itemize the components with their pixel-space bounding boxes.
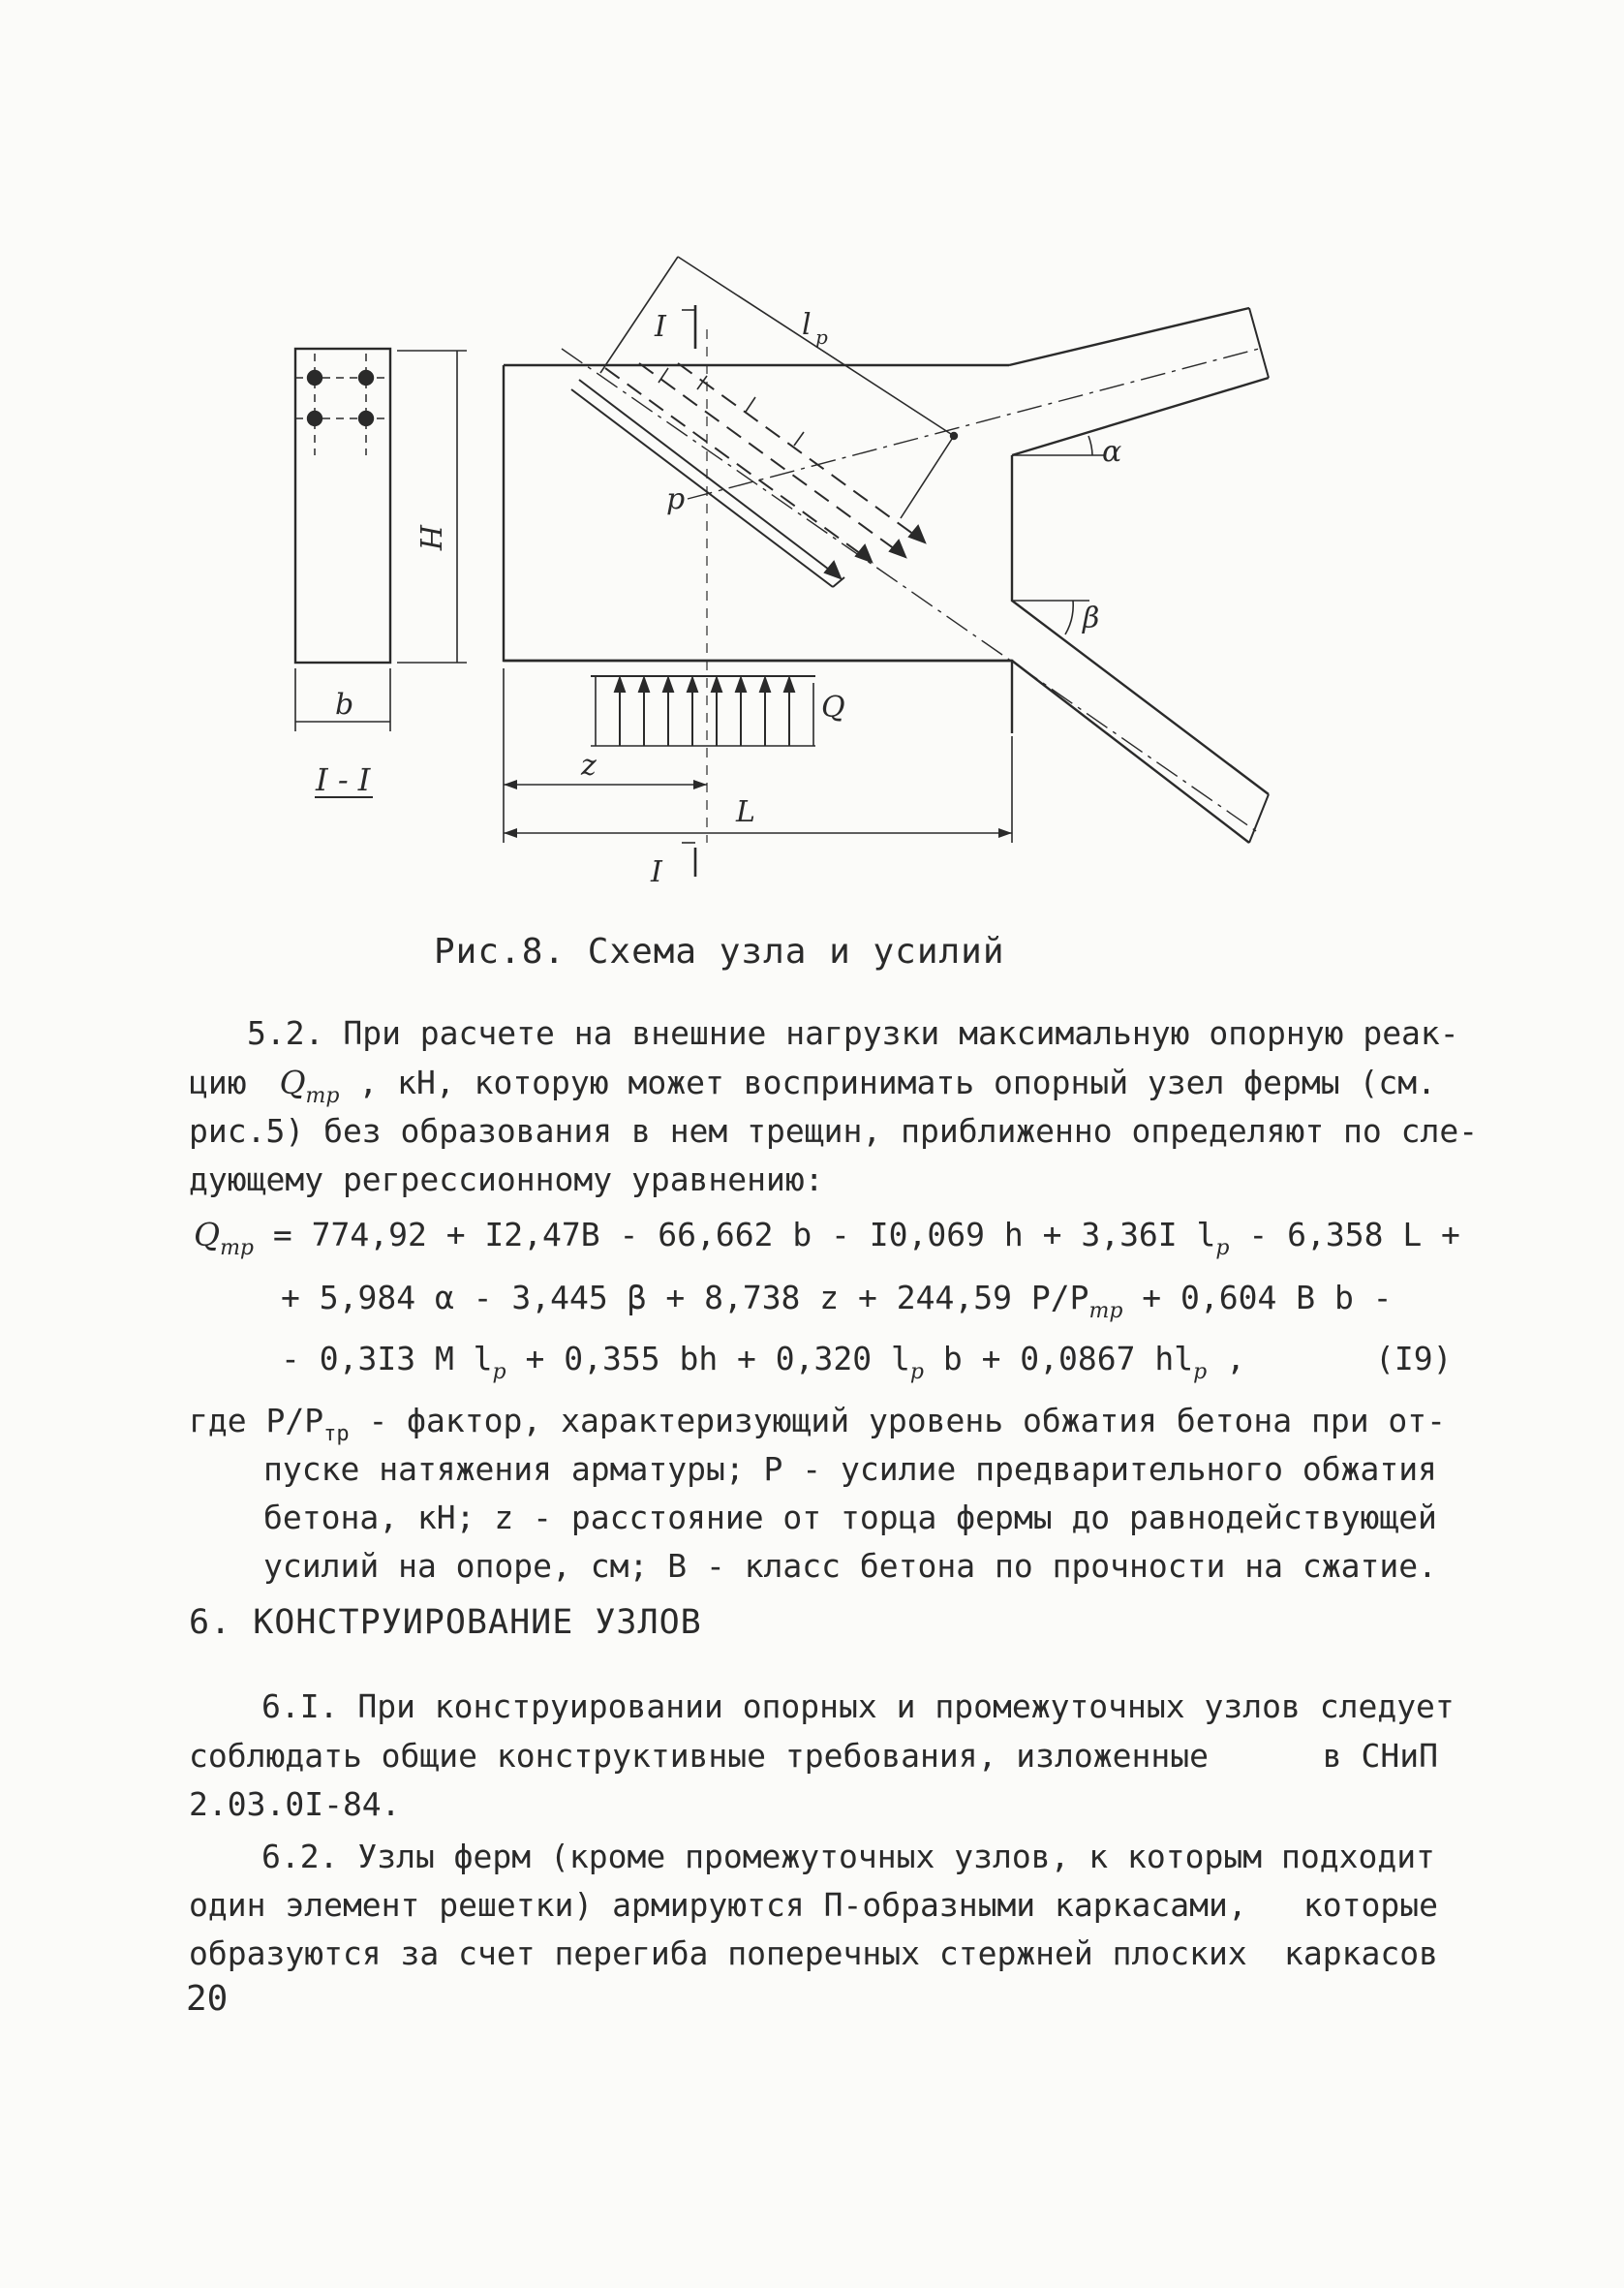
equation-row-3 bbox=[281, 1340, 1245, 1384]
para-5-2-line-1: 5.2. При расчете на внешние нагрузки максимальную опорную реак- bbox=[247, 1014, 1459, 1052]
label-L: L bbox=[736, 795, 755, 829]
subscript: тр bbox=[305, 1084, 340, 1108]
subscript: тр bbox=[1088, 1299, 1123, 1323]
truss-node bbox=[504, 257, 1269, 877]
subscript: p bbox=[1215, 1236, 1230, 1260]
subscript: тр bbox=[323, 1422, 350, 1446]
subscript: тр bbox=[220, 1236, 255, 1260]
eq-row1: = 774,92 + I2,47B - 66,662 b - I0,069 h + 3,36I l bbox=[272, 1216, 1216, 1253]
section-view bbox=[295, 349, 467, 797]
equation-row-2 bbox=[281, 1279, 1393, 1323]
rebar-dot bbox=[359, 371, 373, 385]
subscript: p bbox=[1193, 1360, 1208, 1384]
text-fragment: один элемент решетки) армируются П-образными каркасами, bbox=[189, 1886, 1247, 1924]
label-I-top: I bbox=[655, 310, 666, 344]
label-Q: Q bbox=[821, 691, 845, 725]
para-5-2-line-2 bbox=[189, 1064, 1436, 1108]
label-lp: l bbox=[802, 308, 812, 342]
para-6-1-line-2 bbox=[189, 1737, 1438, 1775]
text-fragment: , кН, которую может воспринимать опорный узел фермы (см. bbox=[358, 1064, 1436, 1101]
para-6-2-line-2 bbox=[189, 1886, 1438, 1924]
label-lp-sub: p bbox=[815, 325, 828, 349]
section-heading: 6. КОНСТРУИРОВАНИЕ УЗЛОВ bbox=[189, 1603, 702, 1642]
label-section: I - I bbox=[316, 761, 371, 798]
symbol-Q: Q bbox=[279, 1064, 306, 1101]
text-fragment: которые bbox=[1302, 1886, 1438, 1924]
text-fragment: каркасов bbox=[1284, 1934, 1438, 1972]
where-line-2: пуске натяжения арматуры; Р - усилие предварительного обжатия bbox=[263, 1450, 1437, 1488]
rebar-dot bbox=[359, 412, 373, 425]
equation-number: (I9) bbox=[1375, 1340, 1453, 1377]
para-5-2-line-4: дующему регрессионному уравнению: bbox=[189, 1160, 824, 1198]
para-6-2-line-3 bbox=[189, 1934, 1438, 1972]
where-line-1 bbox=[189, 1402, 1447, 1446]
figure-node-scheme bbox=[0, 0, 1624, 911]
label-b: b bbox=[335, 688, 354, 722]
where-line-3: бетона, кН; z - расстояние от торца фермы до равнодействующей bbox=[263, 1499, 1437, 1536]
prestress-bars bbox=[571, 363, 925, 587]
eq-row3: - 0,3I3 M l bbox=[281, 1340, 493, 1377]
eq-lhs: Q bbox=[194, 1216, 221, 1253]
subscript: p bbox=[909, 1360, 924, 1384]
label-p: p bbox=[666, 482, 686, 516]
where-line-4: усилий на опоре, см; B - класс бетона по прочности на сжатие. bbox=[263, 1547, 1437, 1585]
text-fragment: соблюдать общие конструктивные требования, изложенные bbox=[189, 1737, 1209, 1775]
equation-row-1 bbox=[194, 1216, 1460, 1260]
figure-caption: Рис.8. Схема узла и усилий bbox=[434, 932, 1005, 972]
eq-row3-end3: , bbox=[1207, 1340, 1245, 1377]
eq-row2-end: + 0,604 B b - bbox=[1122, 1279, 1393, 1316]
section-rect bbox=[295, 349, 390, 663]
text-fragment: - фактор, характеризующий уровень обжатия бетона при от- bbox=[349, 1402, 1447, 1439]
label-z: z bbox=[581, 749, 597, 783]
rebar-dot bbox=[308, 412, 322, 425]
eq-row3-end2: b + 0,0867 hl bbox=[923, 1340, 1194, 1377]
text-fragment: где P/P bbox=[189, 1402, 324, 1439]
para-6-1-line-1: 6.I. При конструировании опорных и промежуточных узлов следует bbox=[261, 1687, 1455, 1725]
text-fragment: образуются за счет перегиба поперечных стержней плоских bbox=[189, 1934, 1247, 1972]
page-number: 20 bbox=[186, 1979, 229, 2019]
subscript: p bbox=[492, 1360, 506, 1384]
label-beta: β bbox=[1083, 602, 1100, 635]
support-load bbox=[591, 676, 815, 746]
text-fragment: цию bbox=[189, 1064, 247, 1101]
para-5-2-line-3: рис.5) без образования в нем трещин, приближенно определяют по сле- bbox=[189, 1112, 1479, 1150]
label-I-bottom: I bbox=[651, 855, 662, 889]
rebar-dot bbox=[308, 371, 322, 385]
eq-row3-end: + 0,355 bh + 0,320 l bbox=[506, 1340, 910, 1377]
label-H: H bbox=[413, 525, 446, 551]
para-6-1-line-3: 2.03.0I-84. bbox=[189, 1785, 401, 1823]
para-6-2-line-1: 6.2. Узлы ферм (кроме промежуточных узлов, к которым подходит bbox=[261, 1838, 1435, 1875]
text-fragment: в СНиП bbox=[1322, 1737, 1438, 1775]
eq-row2: + 5,984 α - 3,445 β + 8,738 z + 244,59 P/P bbox=[281, 1279, 1089, 1316]
eq-row1-end: - 6,358 L + bbox=[1229, 1216, 1460, 1253]
label-alpha: α bbox=[1102, 435, 1122, 469]
